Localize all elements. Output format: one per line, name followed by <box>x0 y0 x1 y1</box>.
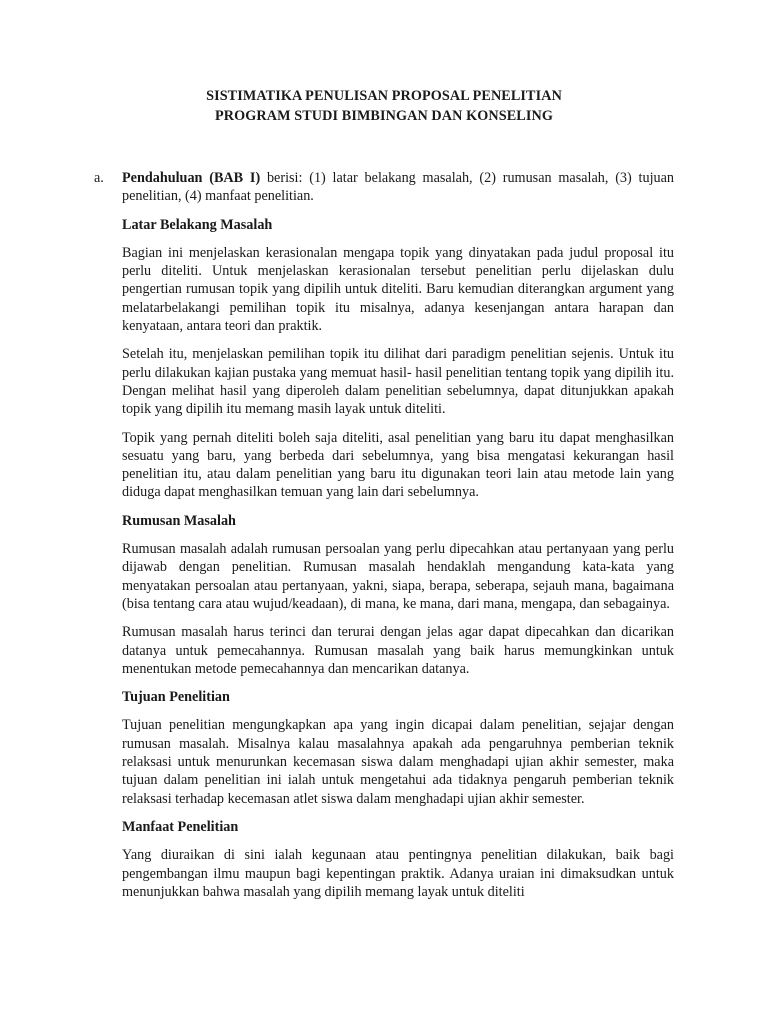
section-heading-latar-belakang: Latar Belakang Masalah <box>122 216 273 233</box>
paragraph: Yang diuraikan di sini ialah kegunaan atau pentingnya penelitian dilakukan, baik bagi pengembangan ilmu maupun bagi kepentingan praktik. Adanya uraian ini dimaksudkan untuk menunjukkan bahwa masalah yang dipilih memang layak untuk diteliti <box>122 847 674 900</box>
paragraph: Rumusan masalah harus terinci dan terurai dengan jelas agar dapat dipecahkan dan dicarikan datanya untuk pemecahannya. Rumusan masalah yang baik harus memungkinkan untuk menentukan metode pemecahannya dan mencarikan datanya. <box>122 624 674 677</box>
title-line-1: SISTIMATIKA PENULISAN PROPOSAL PENELITIAN <box>206 88 562 104</box>
section-heading-manfaat-penelitian: Manfaat Penelitian <box>122 818 239 835</box>
paragraph: Setelah itu, menjelaskan pemilihan topik itu dilihat dari paradigm penelitian sejenis. Untuk itu perlu dilakukan kajian pustaka yang memuat hasil- hasil penelitian tentang topik yang dipilih itu. Dengan melihat hasil yang diperoleh dalam penelitian sebelumnya, dapat ditunjukkan apakah topik yang dipilih itu memang masih layak untuk diteliti. <box>122 346 674 418</box>
paragraph: Topik yang pernah diteliti boleh saja diteliti, asal penelitian yang baru itu dapat menghasilkan sesuatu yang baru, yang berbeda dari sebelumnya, yang bisa mengatasi kekurangan hasil penelitian itu, atau dalam penelitian yang baru itu digunakan teori lain atau metode lain yang diduga dapat menghasilkan temuan yang lain dari sebelumnya. <box>122 429 674 501</box>
intro-bold-label: Pendahuluan (BAB I) <box>122 170 261 186</box>
intro-paragraph <box>122 169 674 206</box>
list-marker: a. <box>94 170 104 186</box>
list-item-body <box>122 169 674 911</box>
paragraph: Rumusan masalah adalah rumusan persoalan yang perlu dipecahkan atau pertanyaan yang perlu dijawab dengan penelitian. Rumusan masalah hendaklah mengandung kata-kata yang menyatakan persoalan atau pertanyaan, yakni, siapa, berapa, seberapa, sejauh mana, bagaimana (bisa tentang cara atau wujud/keadaan), di mana, ke mana, dari mana, mengapa, dan sebagainya. <box>122 541 674 612</box>
document-title <box>0 86 768 126</box>
title-line-2: PROGRAM STUDI BIMBINGAN DAN KONSELING <box>215 108 553 124</box>
section-heading-rumusan-masalah: Rumusan Masalah <box>122 512 236 529</box>
list-item-a <box>94 169 676 911</box>
paragraph: Bagian ini menjelaskan kerasionalan mengapa topik yang dinyatakan pada judul proposal itu perlu diteliti. Untuk menjelaskan kerasionalan tersebut penelitian perlu dijelaskan dulu pengertian rumusan topik yang dipilih untuk diteliti. Baru kemudian diterangkan argument yang melatarbelakangi pemilihan topik itu misalnya, adanya kesenjangan antara harapan dan kenyataan, antara teori dan praktik. <box>122 244 674 335</box>
document-content <box>94 169 676 911</box>
paragraph: Tujuan penelitian mengungkapkan apa yang ingin dicapai dalam penelitian, sejajar dengan rumusan masalah. Misalnya kalau masalahnya apakah ada pengaruhnya pemberian teknik relaksasi untuk menurunkan kecemasan siswa dalam menghadapi ujian akhir semester, maka tujuan dalam penelitian ini ialah untuk mengetahui ada tidaknya pengaruh pemberian teknik relaksasi terhadap kecemasan atlet siswa dalam menghadapi ujian akhir semester. <box>122 717 674 807</box>
intro-text: berisi: (1) latar belakang masalah, (2) rumusan masalah, (3) tujuan penelitian, (4) manfaat penelitian. <box>122 170 674 205</box>
section-heading-tujuan-penelitian: Tujuan Penelitian <box>122 689 230 706</box>
